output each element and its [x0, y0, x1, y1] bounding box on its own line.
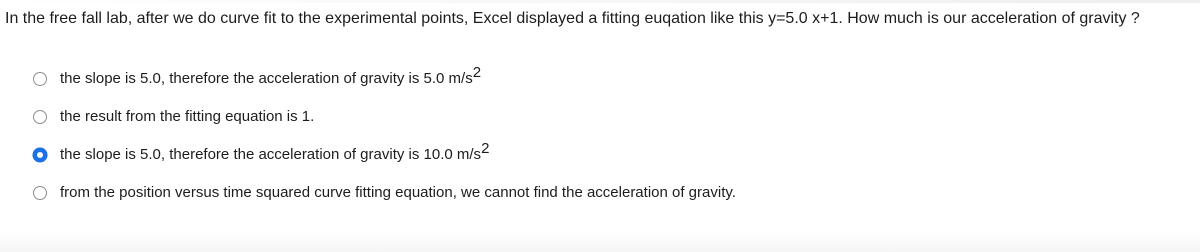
bottom-shade	[0, 230, 1200, 252]
answer-option-label: the slope is 5.0, therefore the acceleration of gravity is 10.0 m/s2	[60, 140, 490, 163]
answer-option-4[interactable]	[33, 174, 1183, 212]
superscript: 2	[481, 140, 490, 157]
answer-option-label: the slope is 5.0, therefore the acceleration of gravity is 5.0 m/s2	[60, 64, 482, 87]
radio-button-selected[interactable]	[33, 148, 47, 162]
answer-option-2[interactable]	[33, 98, 1183, 136]
answer-option-3[interactable]	[33, 136, 1183, 174]
radio-button-unselected[interactable]	[33, 72, 47, 86]
answer-options	[33, 60, 1183, 212]
superscript: 2	[472, 64, 482, 81]
answer-option-label: the result from the fitting equation is 1.	[60, 108, 315, 125]
answer-option-label: from the position versus time squared curve fitting equation, we cannot find the acceleration of gravity.	[60, 184, 736, 201]
top-divider	[0, 0, 1200, 3]
answer-option-1[interactable]	[33, 60, 1183, 98]
radio-button-unselected[interactable]	[33, 110, 47, 124]
question-text: In the free fall lab, after we do curve fit to the experimental points, Excel displayed a fitting euqation like this y=5.0 x+1. How much is our acceleration of gravity ?	[5, 10, 1140, 27]
radio-button-unselected[interactable]	[33, 186, 47, 200]
